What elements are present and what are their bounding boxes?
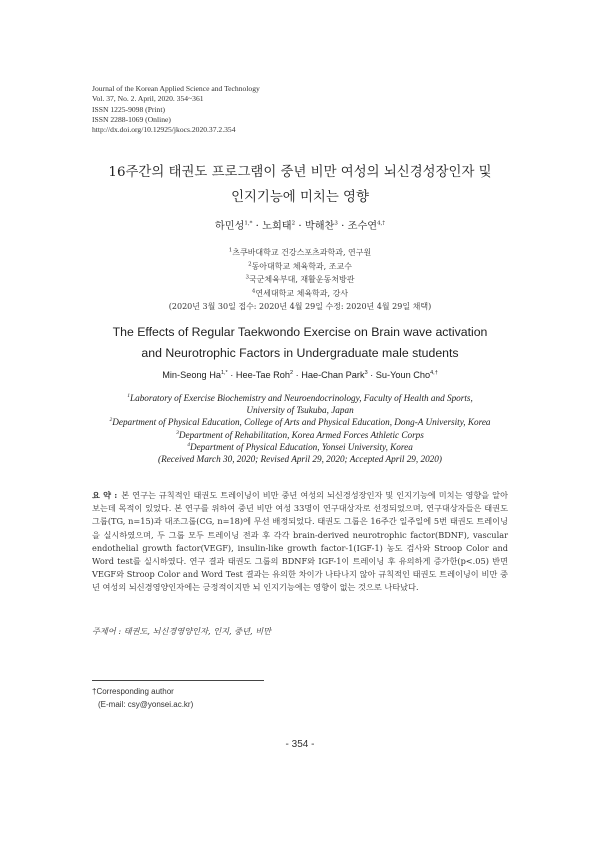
affiliation-sup: 1 (228, 247, 233, 254)
affiliation: $^2$Department of Physical Education, College of Arts and Physical Education, Dong-A University, Korea (109, 417, 491, 428)
author-sup: 2 (291, 220, 296, 227)
abstract (92, 489, 508, 595)
keywords: 주제어 : 태권도, 뇌신경영양인자, 인지, 중년, 비만 (92, 626, 272, 636)
affiliation: $^1$Laboratory of Exercise Biochemistry and Neuroendocrinology, Faculty of Health and Sports, (127, 392, 473, 403)
author-sup: 1,* (220, 369, 228, 376)
korean-title-line: 인지기능에 미치는 영향 (231, 190, 369, 205)
english-authors (0, 370, 600, 380)
author-name: Min-Seong Ha (162, 370, 221, 380)
author-separator: · (295, 221, 305, 232)
affiliation-sup: 4 (251, 287, 256, 294)
issn-online: ISSN 2288-1069 (Online) (92, 114, 171, 124)
affiliation: $^1$츠쿠바대학교 건강스포츠과학과, 연구원 (228, 247, 372, 257)
page-number: - 354 - (285, 739, 315, 750)
author-separator: · (227, 370, 236, 380)
author-name: 조수연 (347, 221, 378, 232)
affiliation: $^3$Department of Rehabilitation, Korea Armed Forces Athletic Corps (176, 429, 424, 440)
author-sup: 3 (364, 369, 368, 376)
submission-dates-en: (Received March 30, 2020; Revised April 29, 2020; Accepted April 29, 2020) (158, 454, 442, 465)
author-separator: · (252, 221, 263, 232)
author-name: Hae-Chan Park (301, 370, 365, 380)
korean-affiliations (0, 246, 600, 314)
author-name: Hee-Tae Roh (235, 370, 290, 380)
author-sup: 3 (334, 220, 338, 227)
author-separator: · (337, 221, 348, 232)
abstract-label: 요 약 : (92, 490, 118, 500)
author-separator: · (367, 370, 376, 380)
korean-title (70, 160, 530, 210)
abstract-text: 본 연구는 규칙적인 태권도 트레이닝이 비만 중년 여성의 뇌신경성장인자 및 인지기능에 미치는 영향을 알아보는데 목적이 있었다. 본 연구를 위하여 중년 비만 여성 33명이 연구대상자로 선정되었으며, 연구대상자들은 태권도 그룹(TG, n=15)과 대조그룹(CG, n=18)에 무선 배정되었다. 태권도 그룹은 16주간 일주일에 5번 태권도 트레이닝을 실시하였으며, 두 그룹 모두 트레이닝 전과 후 각각 brain-derived neurotrophic factor(BDNF), vascular endothelial growth factor(VEGF), insulin-like growth factor-1(IGF-1) 농도 검사와 Stroop Color and Word test를 실시하였다. 연구 결과 태권도 그룹의 BDNF와 IGF-1이 트레이닝 후 유의하게 증가한(p<.05) 반면 VEGF와 Stroop Color and Word Test 결과는 유의한 차이가 나타나지 않아 규칙적인 태권도 트레이닝이 비만 중년 여성의 뇌신경영양인자에는 긍정적이지만 뇌 인지기능에는 영향이 없는 것으로 나타났다. (92, 490, 508, 593)
affiliation: University of Tsukuba, Japan (246, 405, 354, 416)
journal-name: Journal of the Korean Applied Science and Technology (92, 84, 260, 93)
affiliation: $^4$Department of Physical Education, Yonsei University, Korea (187, 441, 413, 452)
english-title (70, 322, 530, 364)
author-name: 박해찬 (304, 221, 335, 232)
affiliation: $^2$동아대학교 체육학과, 조교수 (248, 260, 352, 271)
author-name: 하민성 (214, 221, 245, 232)
english-affiliations (0, 392, 600, 465)
submission-dates: (2020년 3월 30일 접수: 2020년 4월 29일 수정: 2020년 4월 29일 채택) (168, 302, 432, 311)
volume-info: Vol. 37, No. 2. April, 2020. 354~361 (92, 94, 204, 104)
issn-print: ISSN 1225-9098 (Print) (92, 104, 165, 114)
author-separator: · (293, 370, 302, 380)
author-sup: 4,† (430, 369, 438, 376)
english-title-line: and Neurotrophic Factors in Undergraduate male students (141, 346, 459, 360)
corresponding-email: (E-mail: csy@yonsei.ac.kr) (98, 699, 194, 709)
footnote-divider (92, 680, 264, 681)
author-sup: 1,* (244, 220, 253, 227)
korean-title-line: 16주간의 태권도 프로그램이 중년 비만 여성의 뇌신경성장인자 및 (108, 165, 492, 180)
affiliation-sup: 2 (248, 260, 252, 267)
affiliation: $^3$국군체육부대, 재활운동처방관 (245, 274, 355, 284)
author-name: 노희태 (262, 221, 292, 232)
corresponding-author-note: †Corresponding author (92, 687, 174, 696)
author-sup: 4,† (377, 220, 386, 227)
journal-info (92, 84, 260, 135)
affiliation-sup: 3 (245, 274, 249, 281)
doi-link[interactable]: http://dx.doi.org/10.12925/jkocs.2020.37.2.354 (92, 125, 236, 135)
footnote (92, 686, 193, 711)
korean-authors (0, 217, 600, 232)
affiliation: $^4$연세대학교 체육학과, 강사 (251, 287, 349, 298)
author-sup: 2 (290, 369, 294, 376)
author-name: Su-Youn Cho (375, 370, 431, 380)
english-title-line: The Effects of Regular Taekwondo Exercise on Brain wave activation (112, 325, 488, 339)
